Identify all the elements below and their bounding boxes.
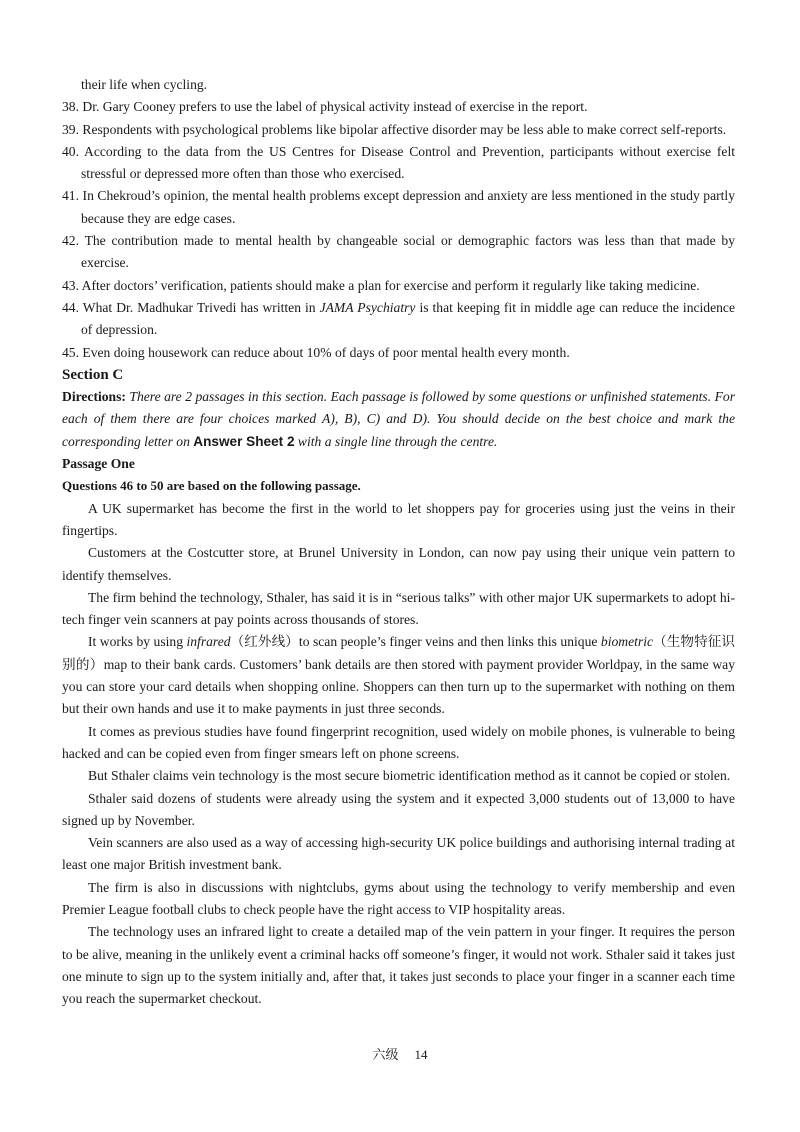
paragraph: Customers at the Costcutter store, at Brunel University in London, can now pay using their unique vein pattern to identify themselves. [62, 545, 735, 583]
document-page [62, 74, 735, 1010]
statement-44: 44. What Dr. Madhukar Trivedi has written in JAMA Psychiatry is that keeping fit in middle age can reduce the incidence of depression. [62, 299, 735, 338]
paragraph: The firm is also in discussions with nightclubs, gyms about using the technology to verify membership and even Premier League football clubs to check people have the right access to VIP hospitality areas. [62, 879, 735, 917]
paragraph: A UK supermarket has become the first in the world to let shoppers pay for groceries using just the veins in their fingertips. [62, 500, 735, 538]
statement-40: 40. According to the data from the US Centres for Disease Control and Prevention, participants without exercise felt stressful or depressed more often than those who exercised. [62, 143, 735, 182]
paragraph: But Sthaler claims vein technology is the most secure biometric identification method as it cannot be copied or stolen. [88, 768, 731, 784]
paragraph: The firm behind the technology, Sthaler, has said it is in “serious talks” with other major UK supermarkets to adopt hi-tech finger vein scanners at pay points across thousands of stores. [62, 589, 735, 628]
paragraph-infrared: It works by using infrared（红外线）to scan people’s finger veins and then links this unique biometric（生物特征识别的）map to their bank cards. Customers’ bank details are then stored with payment provider Worldpay, in the same way you can store your card details when shopping online. Shoppers can then turn up to the supermarket with nothing on them but their own hands and use it to make payments in just three seconds. [62, 634, 735, 717]
passage-title: Passage One [62, 456, 135, 472]
item-37-continuation: their life when cycling. [81, 77, 208, 92]
section-title: Section C [62, 366, 124, 383]
statement-45: 45. Even doing housework can reduce about 10% of days of poor mental health every month. [62, 344, 570, 360]
paragraph: Vein scanners are also used as a way of accessing high-security UK police buildings and authorising internal trading at least one major British investment bank. [62, 835, 735, 873]
statement-39: 39. Respondents with psychological problems like bipolar affective disorder may be less able to make correct self-reports. [62, 121, 727, 137]
statement-42: 42. The contribution made to mental health by changeable social or demographic factors was less than that made by exercise. [62, 233, 735, 271]
statement-41: 41. In Chekroud’s opinion, the mental health problems except depression and anxiety are less mentioned in the study partly because they are edge cases. [62, 188, 735, 226]
page-number: 14 [414, 1047, 428, 1062]
exam-level-label: 六级 [372, 1047, 399, 1062]
paragraph: It comes as previous studies have found fingerprint recognition, used widely on mobile phones, is vulnerable to being hacked and can be copied even from finger smears left on phone screens. [62, 723, 735, 761]
directions: Directions: There are 2 passages in this section. Each passage is followed by some questions or unfinished statements. For each of them there are four choices marked A), B), C) and D). You should decide on the best choice and mark the corresponding letter on Answer Sheet 2 with a single line through the centre. [62, 389, 735, 449]
paragraph: The technology uses an infrared light to create a detailed map of the vein pattern in your finger. It requires the person to be alive, meaning in the unlikely event a criminal hacks off someone’s finger, it would not work. Sthaler said it takes just one minute to sign up to the system initially and, after that, it takes just seconds to place your finger in a scanner each time you reach the supermarket checkout. [62, 924, 735, 1007]
page-footer [0, 1044, 800, 1063]
statement-38: 38. Dr. Gary Cooney prefers to use the label of physical activity instead of exercise in the report. [62, 99, 588, 115]
statement-43: 43. After doctors’ verification, patients should make a plan for exercise and perform it regularly like taking medicine. [62, 277, 700, 293]
passage-note: Questions 46 to 50 are based on the following passage. [62, 478, 361, 494]
paragraph: Sthaler said dozens of students were already using the system and it expected 3,000 students out of 13,000 to have signed up by November. [62, 790, 735, 828]
